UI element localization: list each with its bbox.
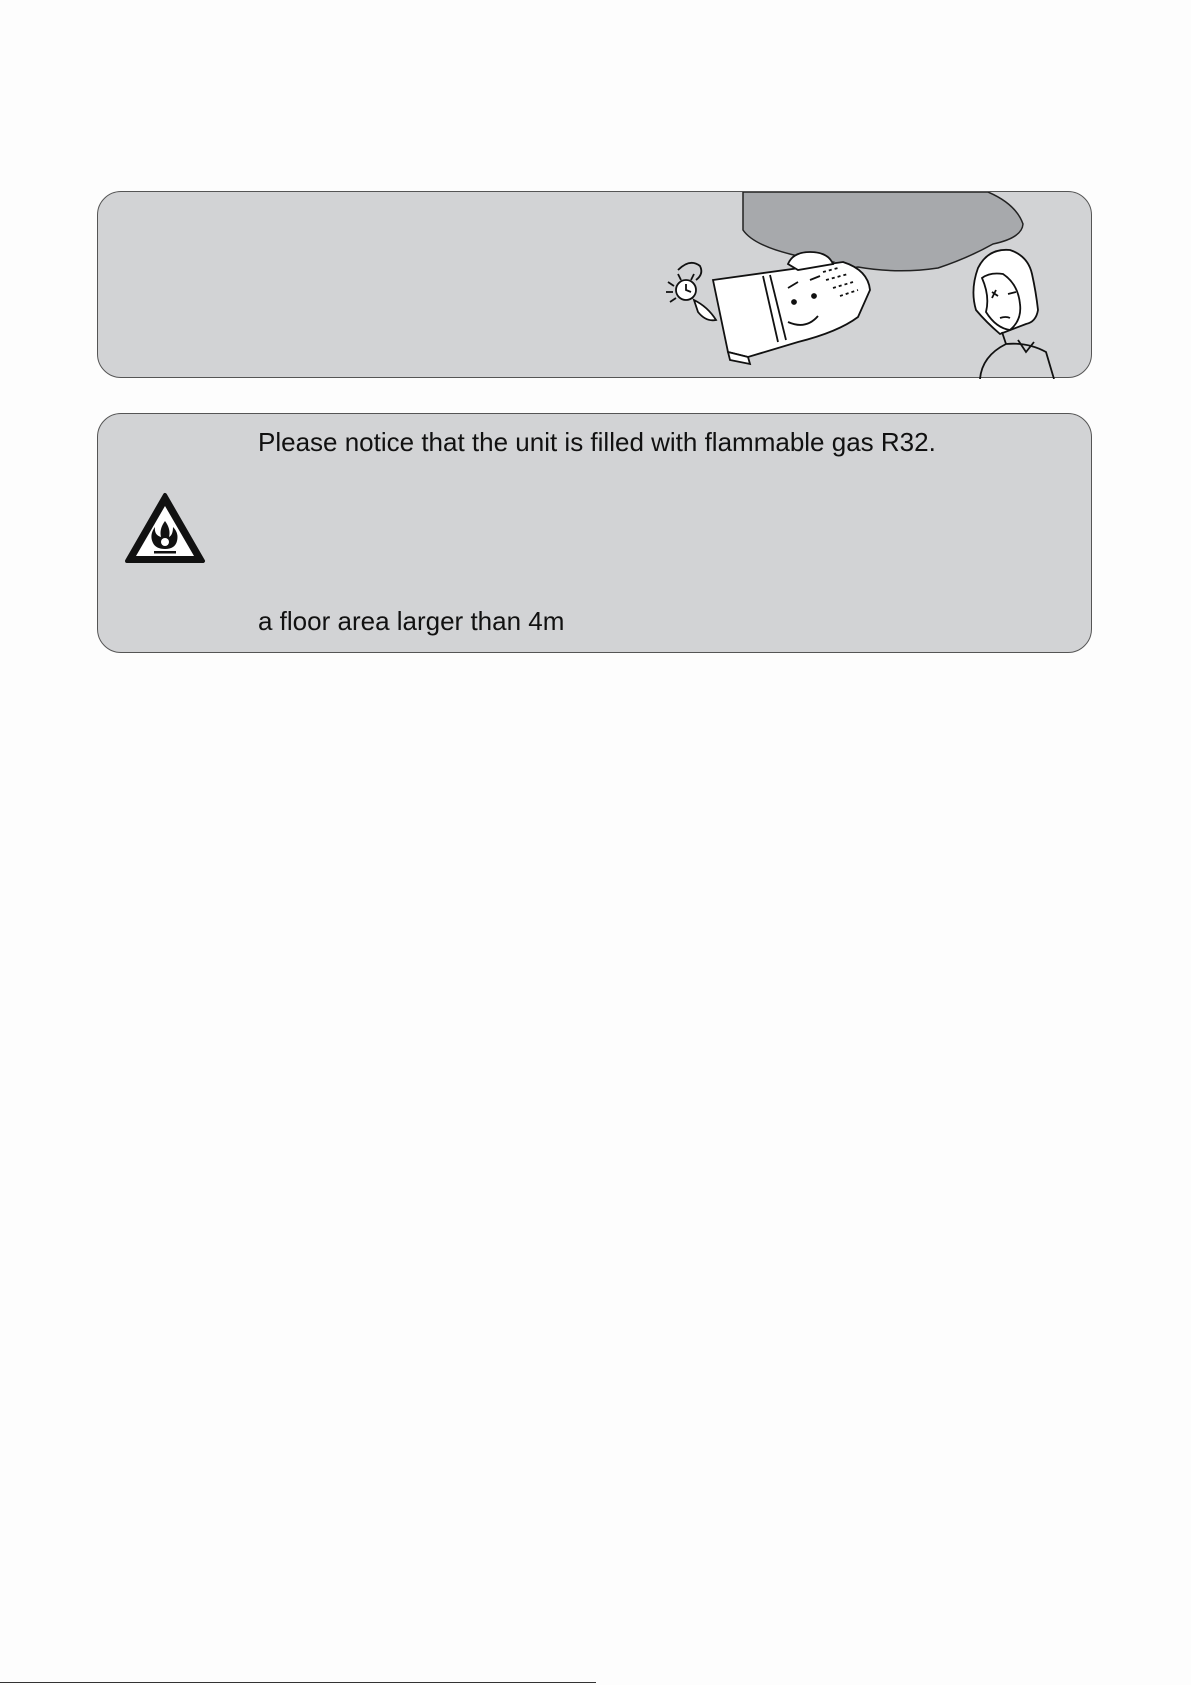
notice-panel (97, 191, 1092, 378)
warning-panel (97, 413, 1092, 653)
speech-bubble (743, 192, 1023, 272)
warning-text-line-2: a floor area larger than 4m (258, 606, 565, 636)
warning-text-line-1: Please notice that the unit is filled with flammable gas R32. (258, 427, 936, 457)
flammable-warning-icon (123, 491, 207, 565)
woman-icon (973, 250, 1054, 379)
air-conditioner-icon (666, 252, 870, 364)
unit-talking-illustration (98, 192, 1093, 379)
footer-rule (0, 1682, 596, 1683)
